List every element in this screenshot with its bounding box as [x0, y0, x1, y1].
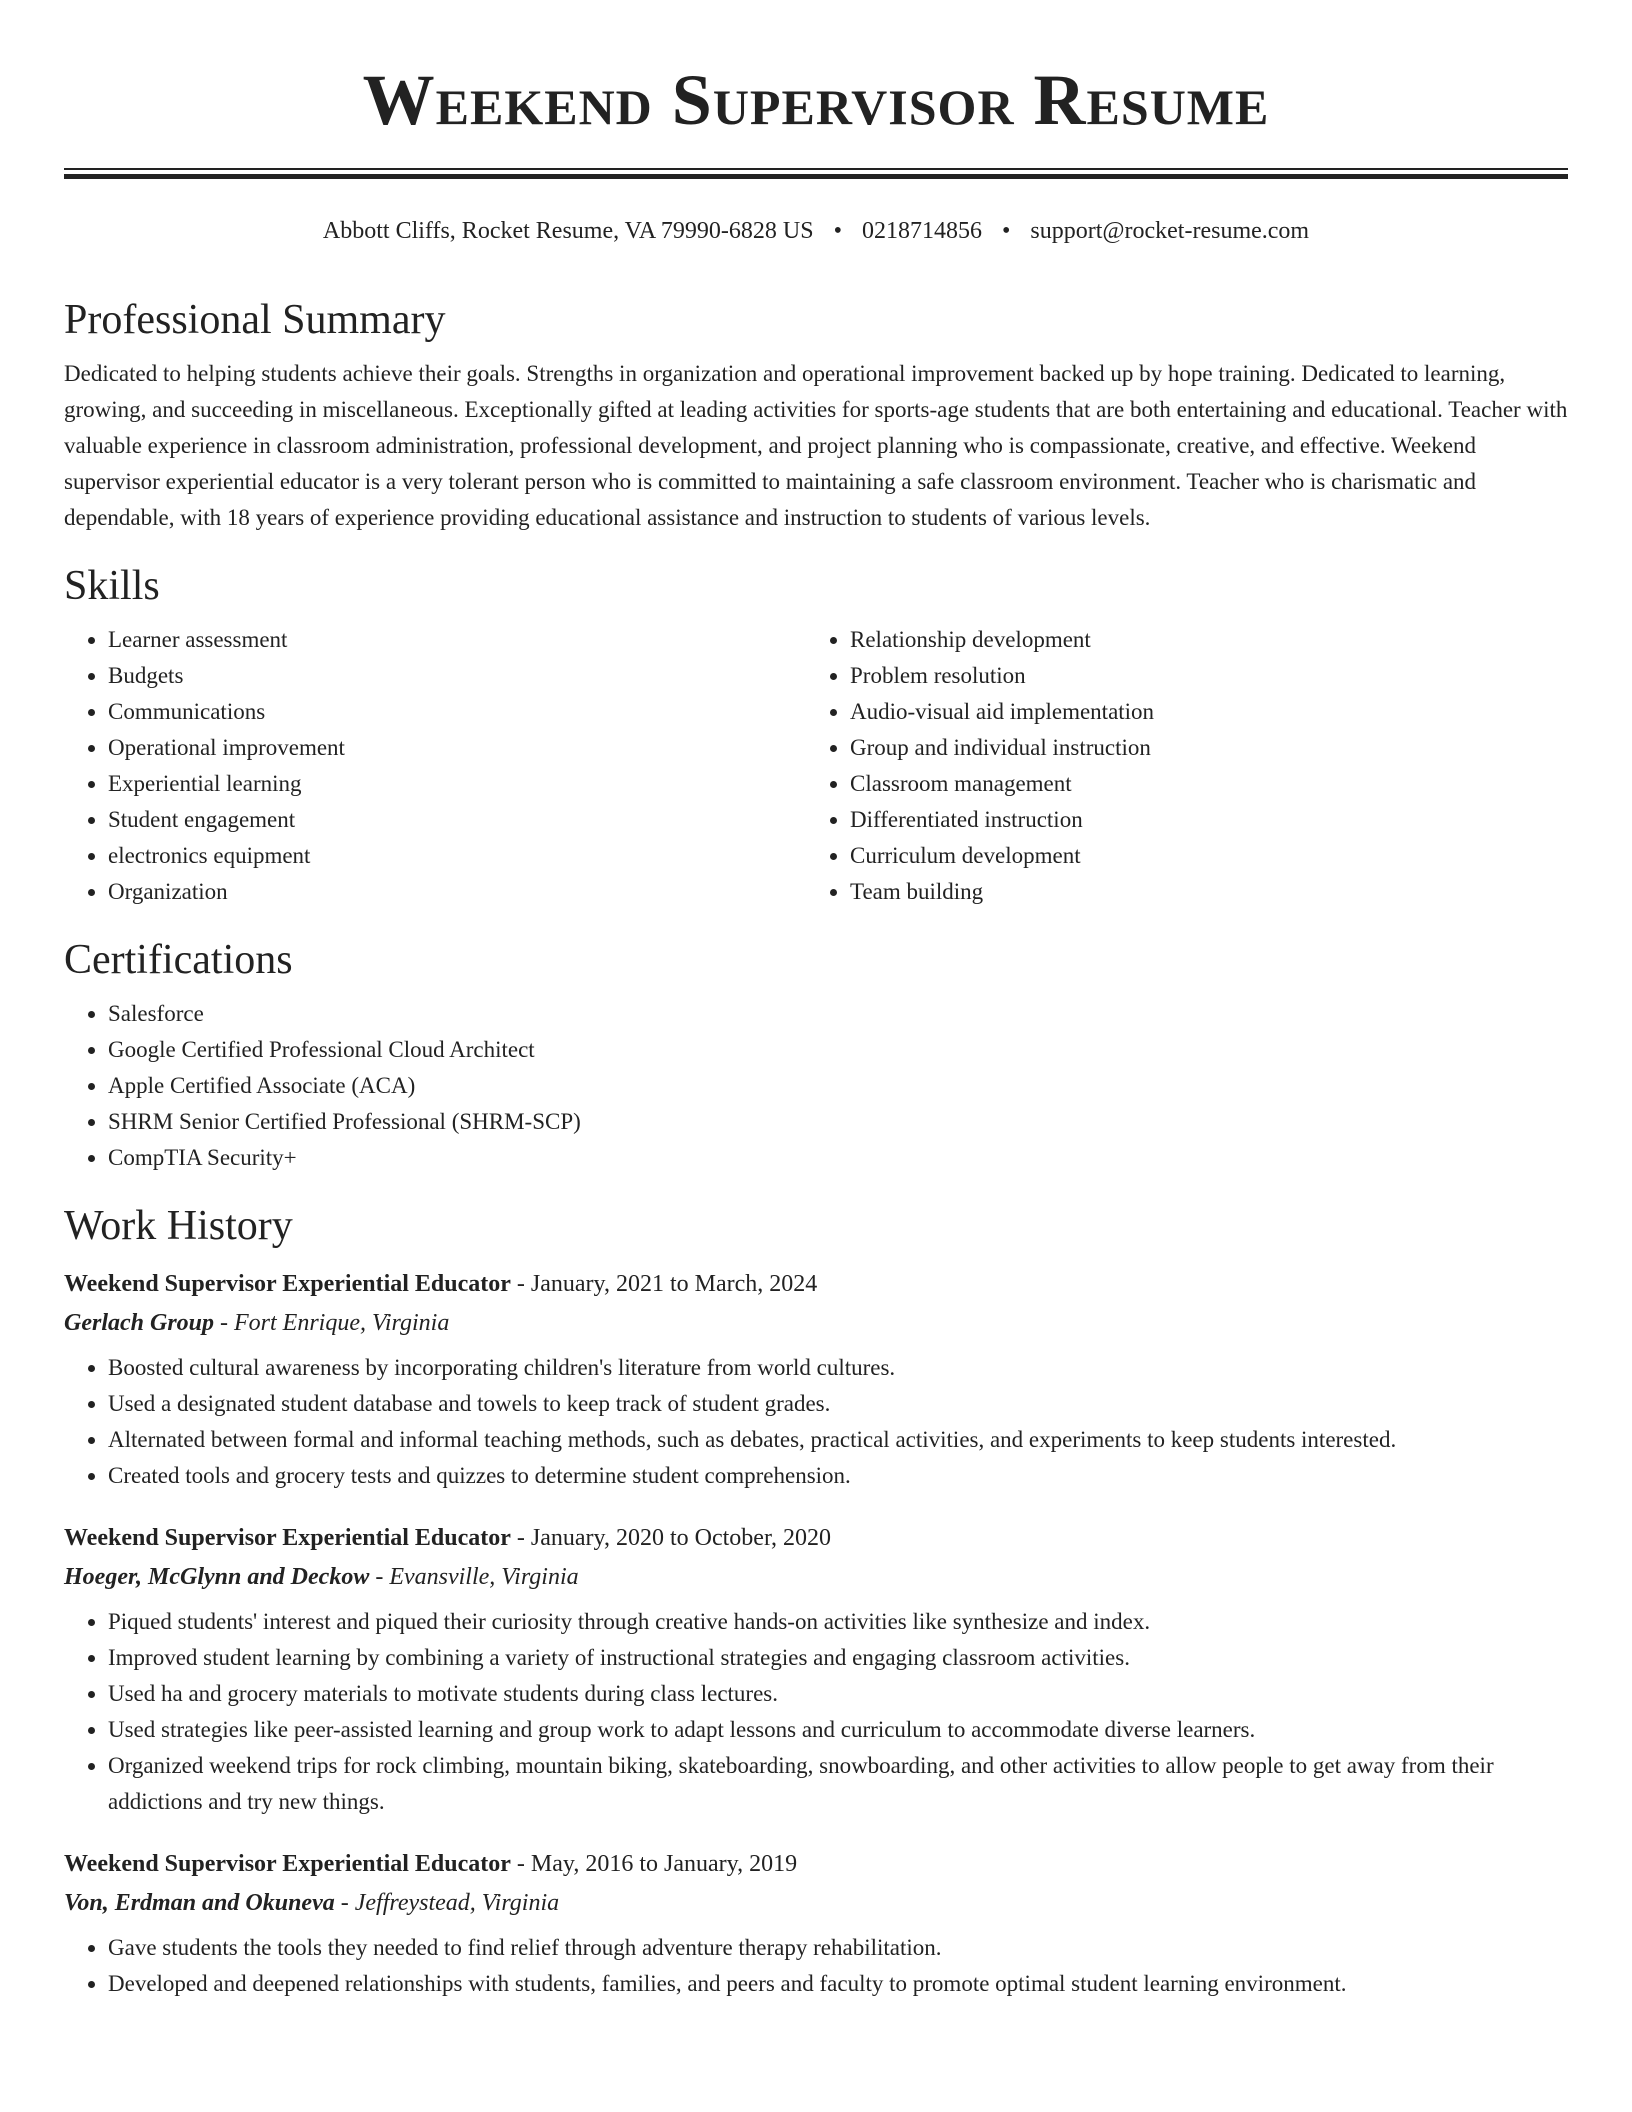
certification-item: • Google Certified Professional Cloud Architect	[108, 1032, 1568, 1068]
job-bullet: • Created tools and grocery tests and quizzes to determine student comprehension.	[108, 1458, 1568, 1494]
certification-item: • Salesforce	[108, 996, 1568, 1032]
skill-item: • Relationship development	[850, 622, 1548, 658]
job-bullets	[64, 1604, 1568, 1820]
certification-item: • CompTIA Security+	[108, 1140, 1568, 1176]
job-bullet: • Alternated between formal and informal teaching methods, such as debates, practical activities, and experiments to keep students interested.	[108, 1422, 1568, 1458]
job-entry	[64, 1264, 1568, 1494]
job-role: Weekend Supervisor Experiential Educator	[64, 1851, 511, 1877]
job-bullet: • Boosted cultural awareness by incorporating children's literature from world cultures.	[108, 1350, 1568, 1386]
skills-columns	[64, 622, 1568, 910]
section-heading-summary: Professional Summary	[64, 297, 446, 343]
job-company: Hoeger, McGlynn and Deckow	[64, 1564, 370, 1590]
job-dates: - January, 2020 to October, 2020	[510, 1525, 831, 1551]
skills-list-right	[806, 622, 1548, 910]
job-bullet: • Organized weekend trips for rock climbing, mountain biking, skateboarding, snowboarding, and other activities to allow people to get away from their addictions and try new things.	[108, 1748, 1568, 1820]
job-role: Weekend Supervisor Experiential Educator	[64, 1271, 511, 1297]
contact-email: support@rocket-resume.com	[1030, 218, 1310, 244]
job-bullet: • Gave students the tools they needed to find relief through adventure therapy rehabilitation.	[108, 1930, 1568, 1966]
section-heading-skills: Skills	[64, 563, 160, 609]
skills-section	[64, 554, 1568, 910]
contact-line	[0, 215, 1632, 247]
skill-item: • Experiential learning	[108, 766, 806, 802]
title-divider-thin	[64, 168, 1568, 170]
section-heading-certifications: Certifications	[64, 937, 293, 983]
skill-item: • Communications	[108, 694, 806, 730]
job-bullet: • Improved student learning by combining a variety of instructional strategies and engaging classroom activities.	[108, 1640, 1568, 1676]
certifications-section	[64, 928, 1568, 1176]
job-title-line	[64, 1518, 1568, 1558]
job-entry	[64, 1518, 1568, 1820]
job-bullet: • Used ha and grocery materials to motivate students during class lectures.	[108, 1676, 1568, 1712]
skill-item: • Operational improvement	[108, 730, 806, 766]
job-dates: - January, 2021 to March, 2024	[510, 1271, 818, 1297]
job-company-line	[64, 1304, 1568, 1342]
skill-item: • Organization	[108, 874, 806, 910]
skill-item: • Learner assessment	[108, 622, 806, 658]
job-bullet: • Developed and deepened relationships with students, families, and peers and faculty to promote optimal student learning environment.	[108, 1966, 1568, 2002]
contact-separator: •	[833, 218, 842, 244]
job-company-line	[64, 1884, 1568, 1922]
contact-separator: •	[1002, 218, 1011, 244]
skill-item: • Classroom management	[850, 766, 1548, 802]
skill-item: • Audio-visual aid implementation	[850, 694, 1548, 730]
skill-item: • Curriculum development	[850, 838, 1548, 874]
section-heading-work-history: Work History	[64, 1203, 293, 1249]
resume-title: Weekend Supervisor Resume	[362, 60, 1270, 140]
skill-item: • Problem resolution	[850, 658, 1548, 694]
certification-item: • Apple Certified Associate (ACA)	[108, 1068, 1568, 1104]
job-location: - Fort Enrique, Virginia	[214, 1310, 450, 1336]
skills-list-left	[64, 622, 806, 910]
certifications-list	[64, 996, 1568, 1176]
job-bullet: • Used a designated student database and towels to keep track of student grades.	[108, 1386, 1568, 1422]
job-bullet: • Used strategies like peer-assisted learning and group work to adapt lessons and curriculum to accommodate diverse learners.	[108, 1712, 1568, 1748]
summary-text: Dedicated to helping students achieve their goals. Strengths in organization and operational improvement backed up by hope training. Dedicated to learning, growing, and succeeding in miscellaneous. Exceptionally gifted at leading activities for sports-age students that are both entertaining and educational. Teacher with valuable experience in classroom administration, professional development, and project planning who is compassionate, creative, and effective. Weekend supervisor experiential educator is a very tolerant person who is committed to maintaining a safe classroom environment. Teacher who is charismatic and dependable, with 18 years of experience providing educational assistance and instruction to students of various levels.	[64, 361, 1568, 530]
certification-item: • SHRM Senior Certified Professional (SHRM-SCP)	[108, 1104, 1568, 1140]
skill-item: • Team building	[850, 874, 1548, 910]
skill-item: • electronics equipment	[108, 838, 806, 874]
contact-phone: 0218714856	[862, 218, 982, 244]
skill-item: • Student engagement	[108, 802, 806, 838]
work-history-section	[64, 1194, 1568, 2002]
job-title-line	[64, 1844, 1568, 1884]
job-bullets	[64, 1930, 1568, 2002]
job-role: Weekend Supervisor Experiential Educator	[64, 1525, 511, 1551]
skill-item: • Budgets	[108, 658, 806, 694]
job-company: Von, Erdman and Okuneva	[64, 1890, 335, 1916]
job-dates: - May, 2016 to January, 2019	[510, 1851, 798, 1877]
resume-body	[64, 288, 1568, 2026]
job-location: - Jeffreystead, Virginia	[334, 1890, 560, 1916]
job-bullets	[64, 1350, 1568, 1494]
summary-section	[64, 288, 1568, 536]
title-divider-thick	[64, 174, 1568, 179]
job-company: Gerlach Group	[64, 1310, 215, 1336]
contact-address: Abbott Cliffs, Rocket Resume, VA 79990-6828 US	[322, 218, 814, 244]
job-entry	[64, 1844, 1568, 2002]
skill-item: • Group and individual instruction	[850, 730, 1548, 766]
job-company-line	[64, 1558, 1568, 1596]
job-bullet: • Piqued students' interest and piqued their curiosity through creative hands-on activities like synthesize and index.	[108, 1604, 1568, 1640]
job-title-line	[64, 1264, 1568, 1304]
job-location: - Evansville, Virginia	[369, 1564, 579, 1590]
skill-item: • Differentiated instruction	[850, 802, 1548, 838]
